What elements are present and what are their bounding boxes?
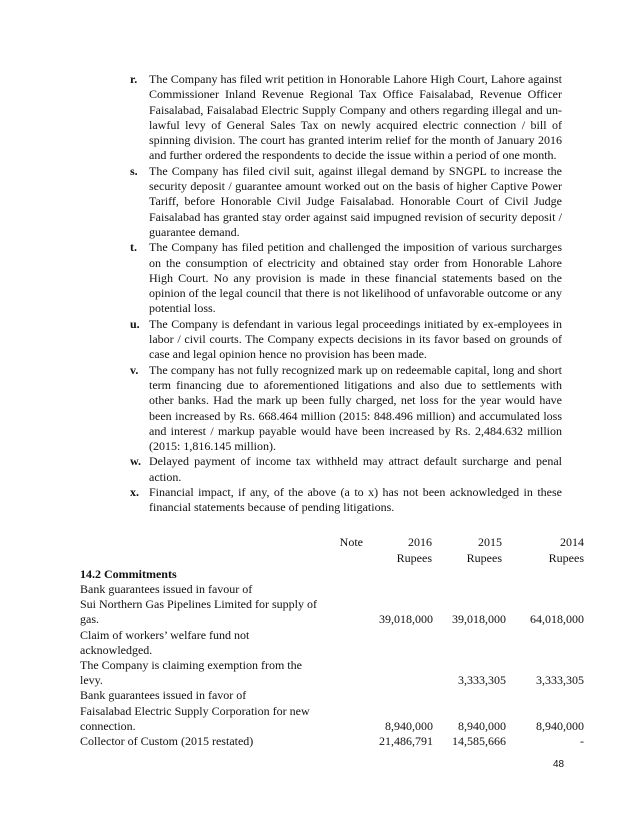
- page-number: 48: [553, 759, 565, 770]
- note-item-x: [130, 485, 562, 516]
- value-2014: -: [580, 734, 584, 749]
- unit-2014: Rupees: [548, 551, 584, 565]
- row-description-line: Collector of Custom (2015 restated): [80, 734, 254, 749]
- note-letter: s.: [130, 163, 138, 178]
- row-description-line: acknowledged.: [80, 642, 153, 657]
- value-2015: 14,585,666: [452, 734, 506, 749]
- value-2014: 8,940,000: [536, 718, 584, 733]
- section-title: 14.2 Commitments: [80, 567, 177, 581]
- note-text: Financial impact, if any, of the above (a to x) has not been acknowledged in these financial statements because of pending litigations.: [149, 485, 562, 515]
- note-text: The Company is defendant in various legal proceedings initiated by ex-employees in labor / civil courts. The Company expects decisions in its favor based on grounds of case and legal opinion hence no provision has been made.: [149, 316, 562, 362]
- row-description: [80, 734, 345, 749]
- note-letter: w.: [130, 454, 142, 469]
- note-item-u: [130, 317, 562, 363]
- table-header-row: [80, 535, 584, 551]
- unit-2015: Rupees: [466, 551, 502, 565]
- row-description: [80, 628, 345, 658]
- row-description-line: Bank guarantees issued in favor of: [80, 688, 247, 703]
- row-description-line: Bank guarantees issued in favour of: [80, 582, 253, 596]
- row-description-line: gas.: [80, 612, 99, 627]
- row-description: [80, 582, 345, 628]
- year-2014-header: 2014: [560, 535, 584, 549]
- note-letter: t.: [130, 240, 137, 255]
- note-letter: u.: [130, 316, 140, 331]
- value-2016: 21,486,791: [379, 734, 433, 749]
- row-description-line: Sui Northern Gas Pipelines Limited for supply of: [80, 597, 317, 612]
- row-description-line: connection.: [80, 718, 136, 733]
- value-2015: 8,940,000: [458, 718, 506, 733]
- value-2015: 39,018,000: [452, 612, 506, 627]
- value-2016: 39,018,000: [379, 612, 433, 627]
- value-2014: 3,333,305: [536, 673, 584, 688]
- table-unit-row: [80, 551, 584, 567]
- note-text: The company has not fully recognized mark up on redeemable capital, long and short term financing due to aforementioned litigations and also due to settlements with other banks. Had the mark up been fully charged, net loss for the year would have been increased by Rs. 668.464 million (2015: 848.496 million) and accumulated loss and interest / markup payable would have been increased by Rs. 2,484.632 million (2015: 1,816.145 million).: [149, 362, 562, 454]
- note-text: The Company has filed civil suit, against illegal demand by SNGPL to increase the security deposit / guarantee amount worked out on the basis of higher Captive Power Tariff, before Honorable Civil Judge Faisalabad. Honorable Court of Civil Judge Faisalabad has granted stay order against said impugned revision of security deposit / guarantee demand.: [149, 163, 562, 239]
- note-text: Delayed payment of income tax withheld may attract default surcharge and penal action.: [149, 454, 562, 484]
- note-letter: x.: [130, 485, 139, 500]
- value-2016: 8,940,000: [385, 718, 433, 733]
- table-row: [80, 658, 584, 688]
- note-item-v: [130, 363, 562, 455]
- table-row: [80, 582, 584, 628]
- year-2015-header: 2015: [478, 535, 502, 549]
- table-row: [80, 688, 584, 734]
- value-2014: 64,018,000: [530, 612, 584, 627]
- row-description: [80, 688, 345, 734]
- table-row: [80, 734, 584, 749]
- commitments-table: [80, 535, 584, 749]
- note-column-header: Note: [339, 535, 363, 549]
- note-item-s: [130, 164, 562, 240]
- row-description-line: levy.: [80, 673, 103, 688]
- value-2015: 3,333,305: [458, 673, 506, 688]
- row-description-line: Claim of workers’ welfare fund not: [80, 627, 250, 642]
- note-text: The Company has filed writ petition in Honorable Lahore High Court, Lahore against Commissioner Inland Revenue Regional Tax Office Faisalabad, Revenue Officer Faisalabad, Faisalabad Electric Supply Company and others regarding illegal and un-lawful levy of General Sales Tax on newly acquired electric connection / bill of spinning division. The court has granted interim relief for the month of January 2016 and further ordered the respondents to decide the issue within a period of one month.: [149, 72, 562, 163]
- year-2016-header: 2016: [408, 535, 432, 549]
- note-item-w: [130, 454, 562, 485]
- note-letter: r.: [130, 72, 138, 86]
- row-description-line: The Company is claiming exemption from the: [80, 658, 302, 673]
- note-item-r: [130, 72, 562, 164]
- row-description-line: Faisalabad Electric Supply Corporation for new: [80, 703, 310, 718]
- table-row: [80, 628, 584, 658]
- unit-2016: Rupees: [396, 551, 432, 565]
- note-letter: v.: [130, 362, 139, 377]
- note-item-t: [130, 240, 562, 316]
- row-description: [80, 658, 345, 688]
- note-text: The Company has filed petition and challenged the imposition of various surcharges on the consumption of electricity and obtained stay order from Honorable Lahore High Court. No any provision is made in these financial statements based on the opinion of the legal council that there is not likelihood of unfavorable outcome or any potential loss.: [149, 240, 562, 316]
- contingencies-list: [130, 72, 562, 516]
